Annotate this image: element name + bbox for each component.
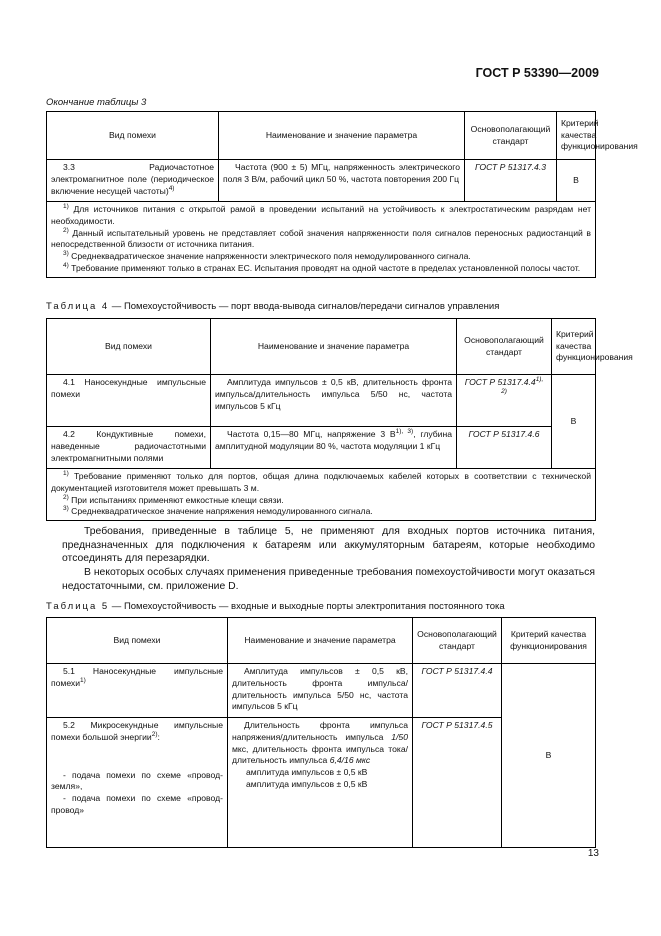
- table5: [46, 617, 596, 848]
- t4-note: $^{1)}$ Требование применяют только для портов, общая длина подключаемых кабелей которых в соответствии с технической документацией изготовителя может превышать 3 м.: [51, 470, 591, 493]
- t4-notes: [47, 469, 596, 521]
- table4-caption: Таблица 4 — Помехоустойчивость — порт ввода-вывода сигналов/передачи сигналов управления: [46, 301, 500, 312]
- t4-row-std: ГОСТ Р 51317.4.6: [457, 427, 552, 469]
- t4-row-type: 4.1 Наносекундные импульсные помехи: [47, 375, 211, 427]
- t5-crit: В: [502, 664, 596, 848]
- t3-note: $^{2)}$ Данный испытательный уровень не представляет собой значения напряженности поля сигналов переносных радиостанций в непосредственной близости от источника питания.: [51, 226, 591, 250]
- t4-col-std: Основополагающий стандарт: [457, 319, 552, 375]
- doc-id: ГОСТ Р 53390—2009: [475, 66, 599, 80]
- t3-note: $^{3)}$ Среднеквадратическое значение напряженности электрического поля немодулированного сигнала.: [63, 250, 471, 262]
- t4-col-type: Вид помехи: [47, 319, 211, 375]
- t4-row-param: Амплитуда импульсов ± 0,5 кВ, длительность фронта импульса/длительность импульса 5/50 нс, частота импульсов 5 кГц: [211, 375, 457, 427]
- t5-row-std: ГОСТ Р 51317.4.4: [413, 664, 502, 718]
- t4-row-type: 4.2 Кондуктивные помехи, наведенные радиочастотными электромагнитными полями: [47, 427, 211, 469]
- t4-col-crit: Критерий качества функционирования: [552, 319, 596, 375]
- t3-col-param: Наименование и значение параметра: [219, 112, 465, 160]
- paragraph: Требования, приведенные в таблице 5, не применяют для входных портов источника питания, предназначенных для подключения к батареям или аккумуляторным батареям, которые необходимо отсоединять для перезарядки.: [62, 526, 595, 564]
- t3-note: $^{4)}$ Требование применяют только в странах ЕС. Испытания проводят на одной частоте в пределах установленной полосы частот.: [63, 262, 581, 273]
- t3-col-std: Основополагающий стандарт: [465, 112, 557, 160]
- table3: [46, 111, 638, 278]
- t4-row-std: ГОСТ Р $51317.4.4^{1), 2)}$: [457, 375, 552, 427]
- t3-row-std: ГОСТ Р 51317.4.3: [465, 160, 557, 202]
- page-number: 13: [587, 848, 599, 859]
- t3-row-param: Частота (900 ± 5) МГц, напряженность электрического поля 3 В/м, рабочий цикл 50 %, частота повторения 200 Гц: [219, 160, 465, 202]
- t5-col-std: Основополагающий стандарт: [413, 618, 502, 664]
- t5-col-param: Наименование и значение параметра: [228, 618, 413, 664]
- t5-amp: амплитуда импульсов ± 0,5 кВ: [246, 778, 368, 789]
- t5-row-param: Длительность фронта импульса напряжения/длительность импульса 1/50 мкс, длительность фронта импульса тока/длительность импульса 6,4/16 мкс амплитуда импульсов ± 0,5 кВ амплитуда импульсов ± 0,5 кВ: [228, 718, 413, 848]
- t5-row-type: 5.2 Микросекундные импульсные помехи большой энергии$^{2)}$: - подача помехи по схеме «провод-земля», - подача помехи по схеме «провод-провод»: [47, 718, 228, 848]
- t5-row-type: 5.1 Наносекундные импульсные помехи$^{1)}$: [47, 664, 228, 718]
- t5-col-type: Вид помехи: [47, 618, 228, 664]
- t3-col-crit: Критерий качества функционирования: [557, 112, 596, 160]
- t4-crit: В: [552, 375, 596, 469]
- t5-sub-item: - подача помехи по схеме «провод-земля»,: [51, 769, 223, 792]
- t5-col-crit: Критерий качества функционирования: [502, 618, 596, 664]
- table5-caption: Таблица 5 — Помехоустойчивость — входные и выходные порты электропитания постоянного тока: [46, 601, 505, 612]
- t5-amp: амплитуда импульсов ± 0,5 кВ: [246, 767, 368, 778]
- table4: [46, 318, 633, 521]
- t3-row-type: 3.3 Радиочастотное электромагнитное поле (периодическое включение несущей частоты)$^{4)}$: [47, 160, 219, 202]
- t5-row-param: Амплитуда импульсов ± 0,5 кВ, длительность фронта импульса/длительность импульса 5/50 нс, частота импульсов 5 кГц: [228, 664, 413, 718]
- t3-row-crit: В: [557, 160, 596, 202]
- t4-row-param: Частота 0,15—80 МГц, напряжение 3 $В^{1), 3)}$, глубина амплитудной модуляции 80 %, частота модуляции 1 кГц: [211, 427, 457, 469]
- t5-sub-item: - подача помехи по схеме «провод-провод»: [51, 793, 223, 815]
- t3-col-type: Вид помехи: [47, 112, 219, 160]
- t5-row-std: ГОСТ Р 51317.4.5: [413, 718, 502, 848]
- t4-note: $^{2)}$ При испытаниях применяют емкостные клещи связи.: [63, 493, 284, 505]
- t3-note: $^{1)}$ Для источников питания с открытой рамой в проведении испытаний на устойчивость к электростатическим разрядам нет необходимости.: [51, 203, 591, 226]
- table3-caption: Окончание таблицы 3: [46, 97, 147, 108]
- t3-notes: [47, 202, 596, 278]
- paragraph: В некоторых особых случаях применения приведенные требования помехоустойчивости могут оказаться недостаточными, см. приложение D.: [62, 567, 595, 592]
- t4-note: $^{3)}$ Среднеквадратическое значение напряжения немодулированного сигнала.: [63, 505, 373, 517]
- t4-col-param: Наименование и значение параметра: [211, 319, 457, 375]
